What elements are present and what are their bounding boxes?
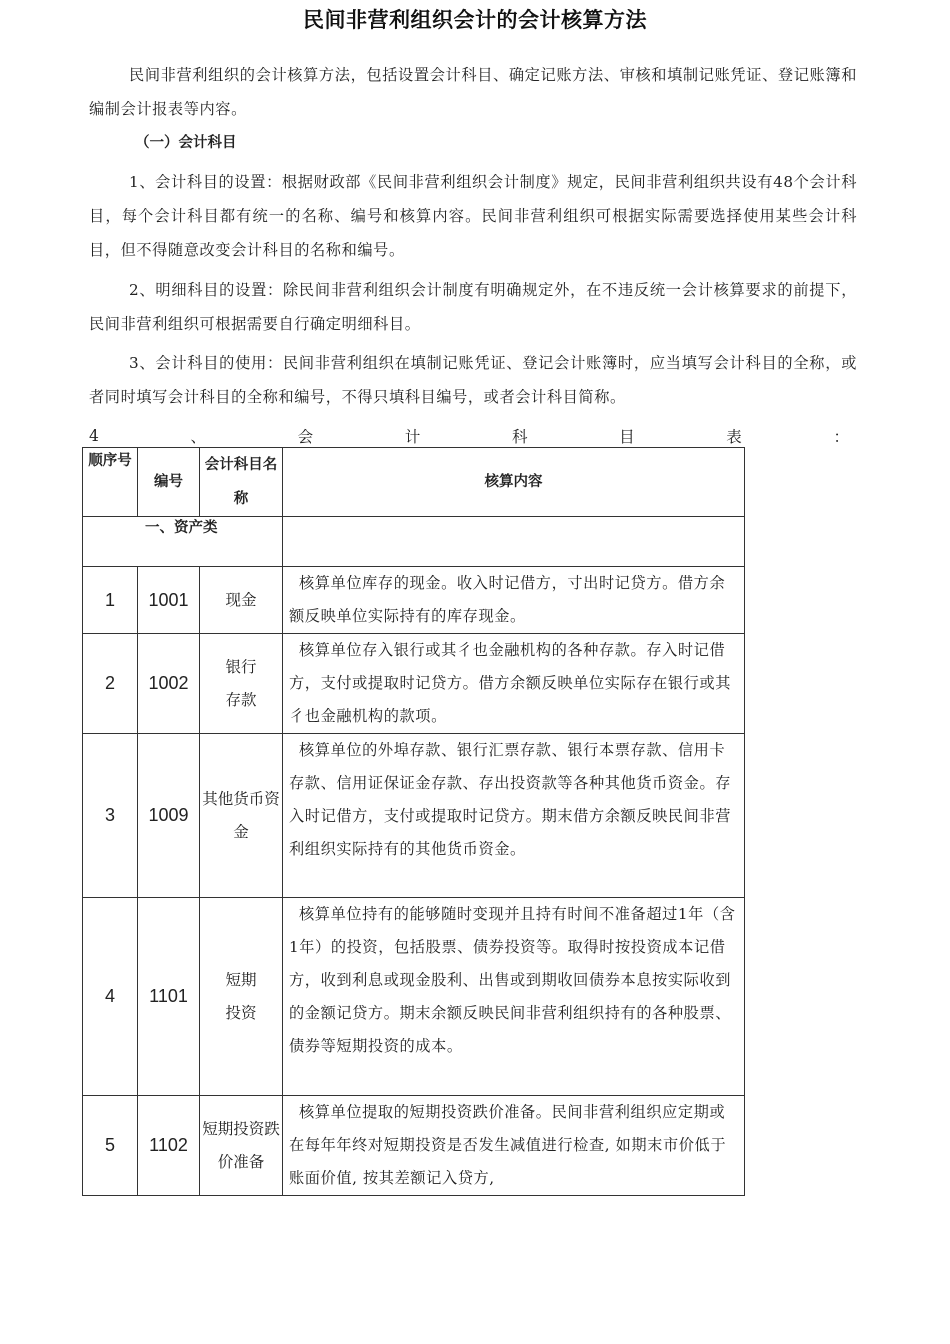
row-code: 1009 bbox=[138, 734, 200, 898]
header-name: 会计科目名称 bbox=[200, 448, 283, 517]
accounts-table bbox=[82, 447, 745, 1196]
paragraph-detail-accounts: 2、明细科目的设置：除民间非营利组织会计制度有明确规定外，在不违反统一会计核算要求的前提下，民间非营利组织可根据需要自行确定明细科目。 bbox=[89, 281, 857, 333]
header-code: 编号 bbox=[138, 448, 200, 517]
intro-paragraph: 民间非营利组织的会计核算方法，包括设置会计科目、确定记账方法、审核和填制记账凭证、登记账簿和编制会计报表等内容。 bbox=[89, 66, 857, 118]
caption-char: 4 bbox=[89, 427, 99, 445]
table-row bbox=[83, 898, 745, 1096]
row-seq: 4 bbox=[83, 898, 138, 1096]
row-code: 1001 bbox=[138, 567, 200, 634]
section-heading-accounts: （一）会计科目 bbox=[135, 135, 237, 151]
row-name: 其他货币资金 bbox=[200, 734, 283, 898]
row-desc: 核算单位库存的现金。收入时记借方，寸出时记贷方。借方余额反映单位实际持有的库存现金。 bbox=[283, 567, 745, 634]
row-code: 1102 bbox=[138, 1096, 200, 1196]
row-name: 短期投资跌价准备 bbox=[200, 1096, 283, 1196]
table-row bbox=[83, 634, 745, 734]
caption-char: 、 bbox=[190, 428, 207, 446]
category-row bbox=[83, 517, 745, 567]
category-desc-cell bbox=[283, 517, 745, 567]
row-desc: 核算单位提取的短期投资跌价准备。民间非营利组织应定期或在每年年终对短期投资是否发生减值进行检查, 如期末市价低于账面价值, 按其差额记入贷方, bbox=[283, 1096, 745, 1196]
row-desc: 核算单位的外埠存款、银行汇票存款、银行本票存款、信用卡存款、信用证保证金存款、存出投资款等各种其他货币资金。存入时记借方，支付或提取时记贷方。期末借方余额反映民间非营利组织实际持有的其他货币资金。 bbox=[283, 734, 745, 898]
caption-char: 表 bbox=[726, 428, 742, 446]
table-row bbox=[83, 734, 745, 898]
row-name: 银行存款 bbox=[200, 634, 283, 734]
table-row bbox=[83, 567, 745, 634]
row-desc: 核算单位持有的能够随时变现并且持有时间不准备超过1年（含1年）的投资，包括股票、债券投资等。取得时按投资成本记借方，收到利息或现金股利、出售或到期收回债券本息按实际收到的金额记贷方。期末余额反映民间非营利组织持有的各种股票、债券等短期投资的成本。 bbox=[283, 898, 745, 1096]
category-label: 一、资产类 bbox=[83, 517, 283, 567]
paragraph-account-setup: 1、会计科目的设置：根据财政部《民间非营利组织会计制度》规定，民间非营利组织共设有48个会计科目，每个会计科目都有统一的名称、编号和核算内容。民间非营利组织可根据实际需要选择使用某些会计科目，但不得随意改变会计科目的名称和编号。 bbox=[89, 173, 857, 259]
row-seq: 3 bbox=[83, 734, 138, 898]
header-desc: 核算内容 bbox=[283, 448, 745, 517]
row-code: 1101 bbox=[138, 898, 200, 1096]
row-name: 短期投资 bbox=[200, 898, 283, 1096]
caption-char: ： bbox=[833, 428, 849, 446]
caption-char: 计 bbox=[404, 428, 421, 446]
row-code: 1002 bbox=[138, 634, 200, 734]
row-name: 现金 bbox=[200, 567, 283, 634]
row-seq: 1 bbox=[83, 567, 138, 634]
table-header-row bbox=[83, 448, 745, 517]
table-row bbox=[83, 1096, 745, 1196]
row-desc: 核算单位存入银行或其彳也金融机构的各种存款。存入时记借方，支付或提取时记贷方。借方余额反映单位实际存在银行或其彳也金融机构的款项。 bbox=[283, 634, 745, 734]
row-seq: 2 bbox=[83, 634, 138, 734]
paragraph-account-usage: 3、会计科目的使用：民间非营利组织在填制记账凭证、登记会计账簿时，应当填写会计科目的全称，或者同时填写会计科目的全称和编号，不得只填科目编号，或者会计科目简称。 bbox=[89, 354, 857, 406]
caption-char: 目 bbox=[619, 428, 635, 446]
caption-char: 会 bbox=[297, 428, 314, 446]
document-title: 民间非营利组织会计的会计核算方法 bbox=[303, 8, 647, 32]
row-seq: 5 bbox=[83, 1096, 138, 1196]
header-seq: 顺序号 bbox=[83, 448, 138, 517]
caption-char: 科 bbox=[511, 428, 528, 446]
